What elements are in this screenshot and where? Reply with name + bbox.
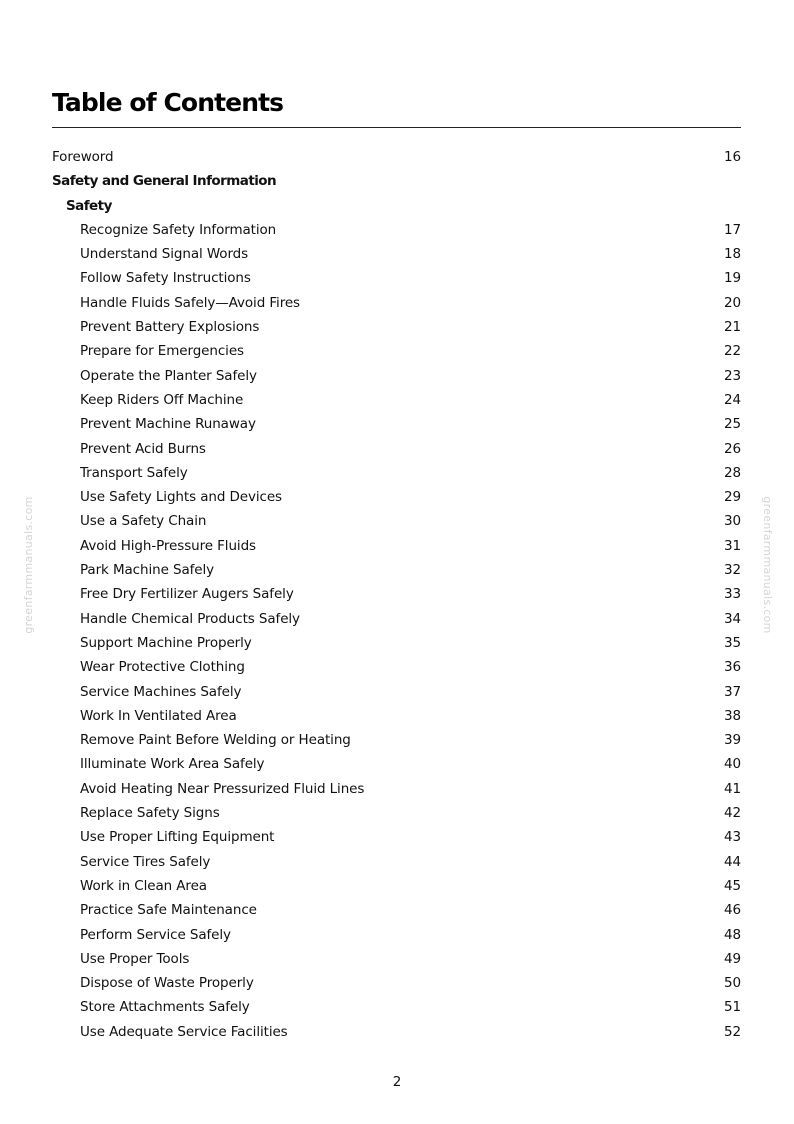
toc-entry[interactable] [52, 412, 741, 436]
toc-entry-page: 31 [724, 537, 741, 554]
toc-entry-label: Follow Safety Instructions [80, 270, 251, 287]
toc-entry-label: Prepare for Emergencies [80, 343, 244, 360]
toc-entry-page: 35 [724, 634, 741, 651]
toc-entry-label: Transport Safely [80, 464, 188, 481]
toc-entry-label: Remove Paint Before Welding or Heating [80, 732, 351, 749]
toc-entry-label: Operate the Planter Safely [80, 367, 257, 384]
toc-entry-label: Park Machine Safely [80, 562, 215, 579]
watermark-left: greenfarmmanuals.com [22, 496, 35, 634]
toc-entry[interactable] [52, 509, 741, 533]
toc-entry[interactable] [52, 680, 741, 704]
toc-entry-page: 41 [724, 780, 741, 797]
toc-entry-page: 33 [724, 586, 741, 603]
toc-entry-page: 23 [724, 367, 741, 384]
toc-entry[interactable] [52, 777, 741, 801]
toc-entry-label: Support Machine Properly [80, 634, 252, 651]
toc-entry-label: Dispose of Waste Properly [80, 975, 254, 992]
toc-entry-page: 46 [724, 902, 741, 919]
toc-entry-page: 34 [724, 610, 741, 627]
toc-entry[interactable] [52, 1020, 741, 1044]
toc-entry-label: Service Tires Safely [80, 853, 211, 870]
toc-list [52, 145, 741, 1044]
toc-entry[interactable] [52, 242, 741, 266]
toc-entry-page: 50 [724, 975, 741, 992]
toc-entry-label: Use a Safety Chain [80, 513, 207, 530]
toc-entry-label: Use Safety Lights and Devices [80, 489, 282, 506]
toc-entry-label: Prevent Acid Burns [80, 440, 206, 457]
toc-entry[interactable] [52, 971, 741, 995]
toc-entry-page: 19 [724, 270, 741, 287]
toc-entry-page: 32 [724, 562, 741, 579]
toc-entry-page: 36 [724, 659, 741, 676]
toc-entry[interactable] [52, 315, 741, 339]
toc-entry[interactable] [52, 388, 741, 412]
toc-entry-label: Replace Safety Signs [80, 805, 220, 822]
toc-entry-page: 21 [724, 319, 741, 336]
toc-entry-label: Avoid Heating Near Pressurized Fluid Lines [80, 780, 365, 797]
toc-entry-page: 45 [724, 877, 741, 894]
toc-entry[interactable] [52, 752, 741, 776]
toc-entry[interactable] [52, 631, 741, 655]
toc-entry-label: Service Machines Safely [80, 683, 242, 700]
toc-entry[interactable] [52, 266, 741, 290]
toc-entry-label: Use Proper Lifting Equipment [80, 829, 275, 846]
toc-entry-page: 39 [724, 732, 741, 749]
toc-entry[interactable] [52, 947, 741, 971]
toc-entry[interactable] [52, 145, 741, 169]
toc-entry-label: Recognize Safety Information [80, 221, 277, 238]
toc-entry-page: 44 [724, 853, 741, 870]
toc-entry-page: 17 [724, 221, 741, 238]
toc-entry-page: 40 [724, 756, 741, 773]
toc-entry[interactable] [52, 339, 741, 363]
toc-entry-page: 48 [724, 926, 741, 943]
toc-entry[interactable] [52, 582, 741, 606]
toc-entry-label: Handle Fluids Safely—Avoid Fires [80, 294, 300, 311]
toc-entry-label: Prevent Machine Runaway [80, 416, 256, 433]
toc-section-heading [52, 194, 741, 218]
toc-entry[interactable] [52, 364, 741, 388]
toc-entry-label: Safety and General Information [52, 173, 277, 190]
toc-entry[interactable] [52, 825, 741, 849]
toc-entry-label: Use Proper Tools [80, 950, 190, 967]
page-title: Table of Contents [52, 88, 284, 117]
toc-entry-label: Practice Safe Maintenance [80, 902, 257, 919]
toc-entry[interactable] [52, 291, 741, 315]
toc-entry-page: 29 [724, 489, 741, 506]
toc-entry-page: 22 [724, 343, 741, 360]
toc-entry[interactable] [52, 995, 741, 1019]
toc-entry-page: 25 [724, 416, 741, 433]
toc-entry[interactable] [52, 485, 741, 509]
toc-entry-page: 51 [724, 999, 741, 1016]
watermark-right: greenfarmmanuals.com [761, 496, 774, 634]
toc-entry-page: 20 [724, 294, 741, 311]
toc-entry-label: Work In Ventilated Area [80, 707, 237, 724]
toc-entry[interactable] [52, 655, 741, 679]
page-number: 2 [392, 1074, 402, 1090]
toc-entry-label: Illuminate Work Area Safely [80, 756, 265, 773]
toc-section-heading [52, 169, 741, 193]
toc-entry-label: Use Adequate Service Facilities [80, 1023, 288, 1040]
toc-entry-page: 18 [724, 246, 741, 263]
toc-entry[interactable] [52, 607, 741, 631]
toc-entry[interactable] [52, 898, 741, 922]
toc-entry-page: 30 [724, 513, 741, 530]
toc-entry[interactable] [52, 558, 741, 582]
toc-entry-page: 49 [724, 950, 741, 967]
toc-entry-label: Prevent Battery Explosions [80, 319, 260, 336]
toc-entry[interactable] [52, 534, 741, 558]
toc-entry[interactable] [52, 728, 741, 752]
toc-entry[interactable] [52, 850, 741, 874]
toc-entry[interactable] [52, 704, 741, 728]
toc-entry-label: Keep Riders Off Machine [80, 391, 244, 408]
toc-entry[interactable] [52, 874, 741, 898]
toc-entry-page: 28 [724, 464, 741, 481]
toc-entry-page: 24 [724, 391, 741, 408]
toc-entry-label: Wear Protective Clothing [80, 659, 245, 676]
toc-entry-label: Understand Signal Words [80, 246, 249, 263]
toc-entry[interactable] [52, 923, 741, 947]
toc-entry-label: Work in Clean Area [80, 877, 207, 894]
toc-entry-page: 52 [724, 1023, 741, 1040]
title-divider [52, 127, 741, 128]
toc-entry[interactable] [52, 461, 741, 485]
toc-entry-label: Perform Service Safely [80, 926, 231, 943]
toc-entry-label: Store Attachments Safely [80, 999, 250, 1016]
toc-entry[interactable] [52, 437, 741, 461]
toc-entry-page: 37 [724, 683, 741, 700]
toc-entry-page: 38 [724, 707, 741, 724]
toc-entry-page: 16 [724, 149, 741, 165]
toc-entry[interactable] [52, 801, 741, 825]
toc-entry-label: Handle Chemical Products Safely [80, 610, 300, 627]
toc-entry-label: Safety [66, 197, 112, 214]
toc-entry-page: 43 [724, 829, 741, 846]
toc-entry-page: 42 [724, 805, 741, 822]
toc-entry[interactable] [52, 218, 741, 242]
toc-entry-label: Free Dry Fertilizer Augers Safely [80, 586, 294, 603]
toc-entry-page: 26 [724, 440, 741, 457]
toc-entry-label: Foreword [52, 149, 114, 165]
toc-entry-label: Avoid High-Pressure Fluids [80, 537, 256, 554]
